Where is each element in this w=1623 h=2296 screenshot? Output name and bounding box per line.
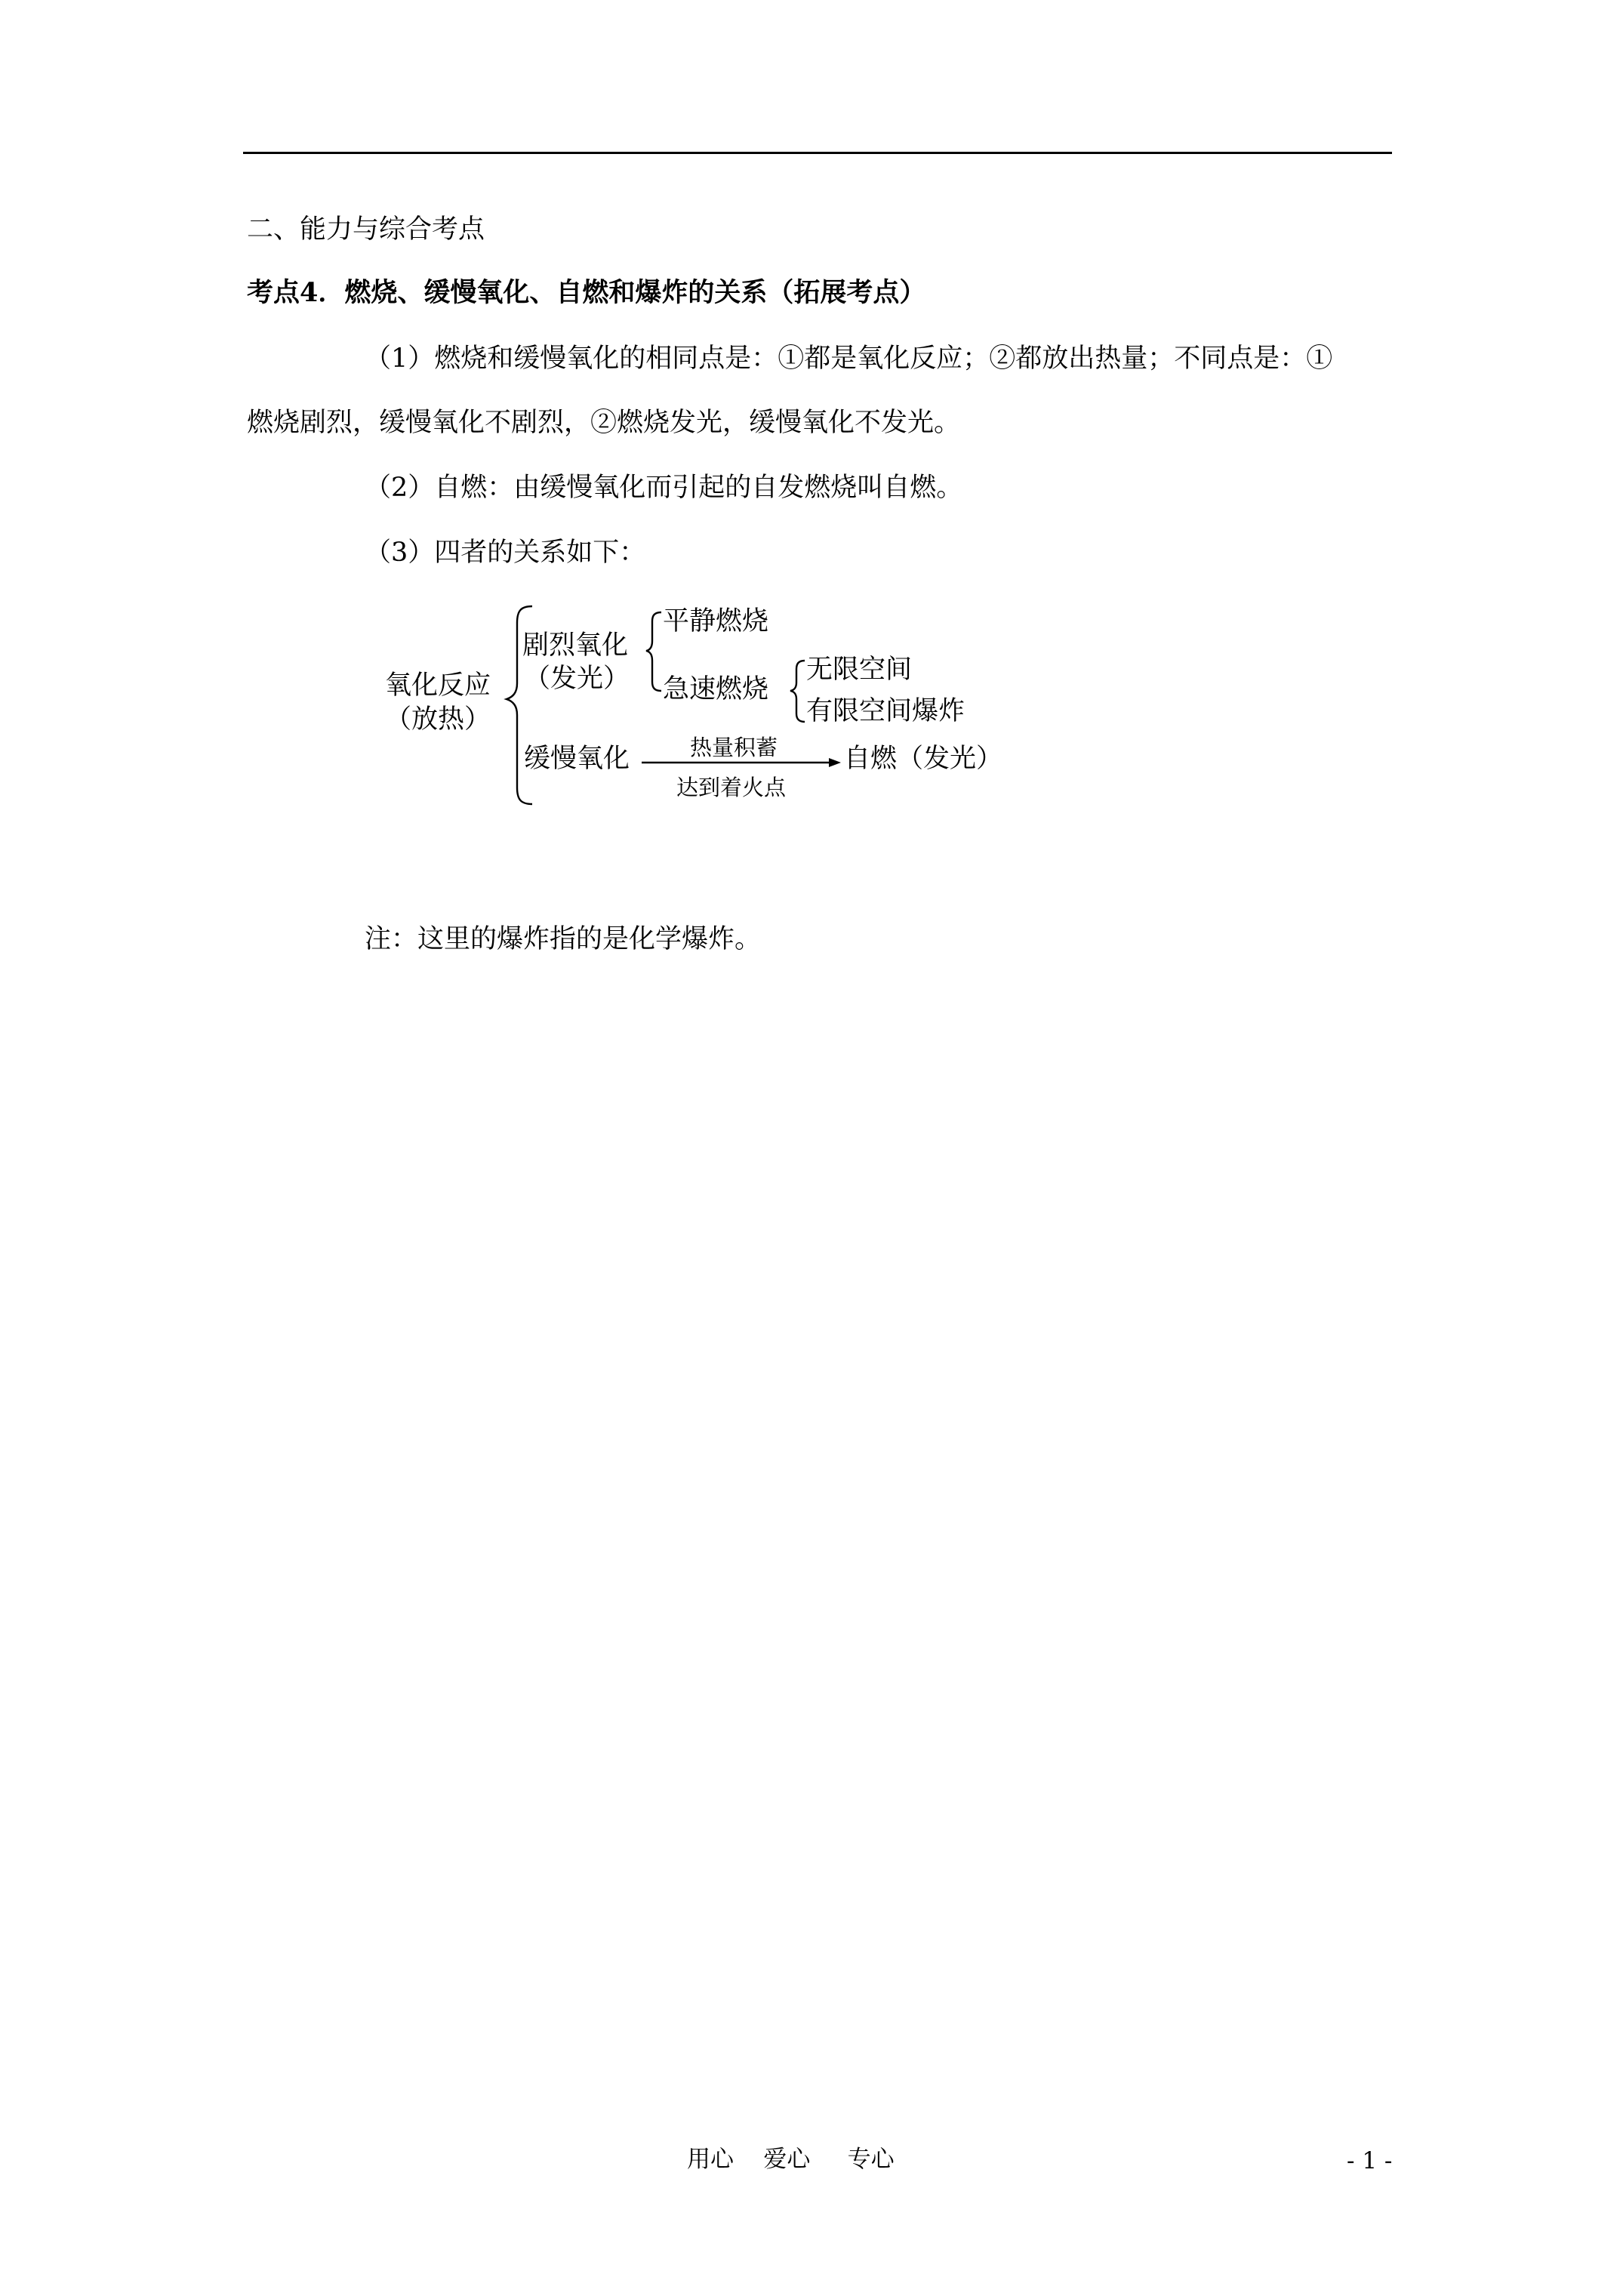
arrow-bottom-label: 达到着火点 [676, 775, 787, 800]
arrow-top-label: 热量积蓄 [690, 735, 778, 760]
footer-motto: 用心 爱心 专心 [687, 2146, 895, 2173]
paragraph-2: （2）自燃：由缓慢氧化而引起的自发燃烧叫自燃。 [365, 473, 963, 503]
root-sublabel: （放热） [385, 704, 491, 735]
oxidation-relationship-diagram [377, 600, 1027, 812]
limited-space-explosion-label: 有限空间爆炸 [806, 696, 965, 726]
unlimited-space-label: 无限空间 [806, 655, 913, 685]
topic-heading: 考点4．燃烧、缓慢氧化、自燃和爆炸的关系（拓展考点） [247, 277, 926, 308]
rapid-brace [790, 661, 805, 722]
paragraph-3: （3）四者的关系如下： [365, 538, 646, 568]
page-number: - 1 - [1347, 2147, 1393, 2174]
section-heading: 二、能力与综合考点 [247, 214, 485, 245]
slow-oxidation-label: 缓慢氧化 [524, 744, 630, 774]
vigorous-brace [646, 612, 661, 691]
calm-burning-label: 平静燃烧 [663, 606, 769, 636]
paragraph-1-line-2: 燃烧剧烈，缓慢氧化不剧烈，②燃烧发光，缓慢氧化不发光。 [247, 408, 961, 438]
header-rule [243, 152, 1392, 154]
vigorous-label: 剧烈氧化 [522, 630, 629, 661]
arrow-head [829, 758, 841, 767]
spontaneous-combustion-label: 自燃（发光） [844, 744, 1003, 774]
rapid-burning-label: 急速燃烧 [663, 674, 769, 704]
root-label: 氧化反应 [385, 670, 491, 701]
vigorous-sublabel: （发光） [524, 664, 630, 694]
paragraph-1-line-1: （1）燃烧和缓慢氧化的相同点是：①都是氧化反应；②都放出热量；不同点是：① [365, 344, 1333, 374]
note: 注：这里的爆炸指的是化学爆炸。 [365, 924, 762, 954]
